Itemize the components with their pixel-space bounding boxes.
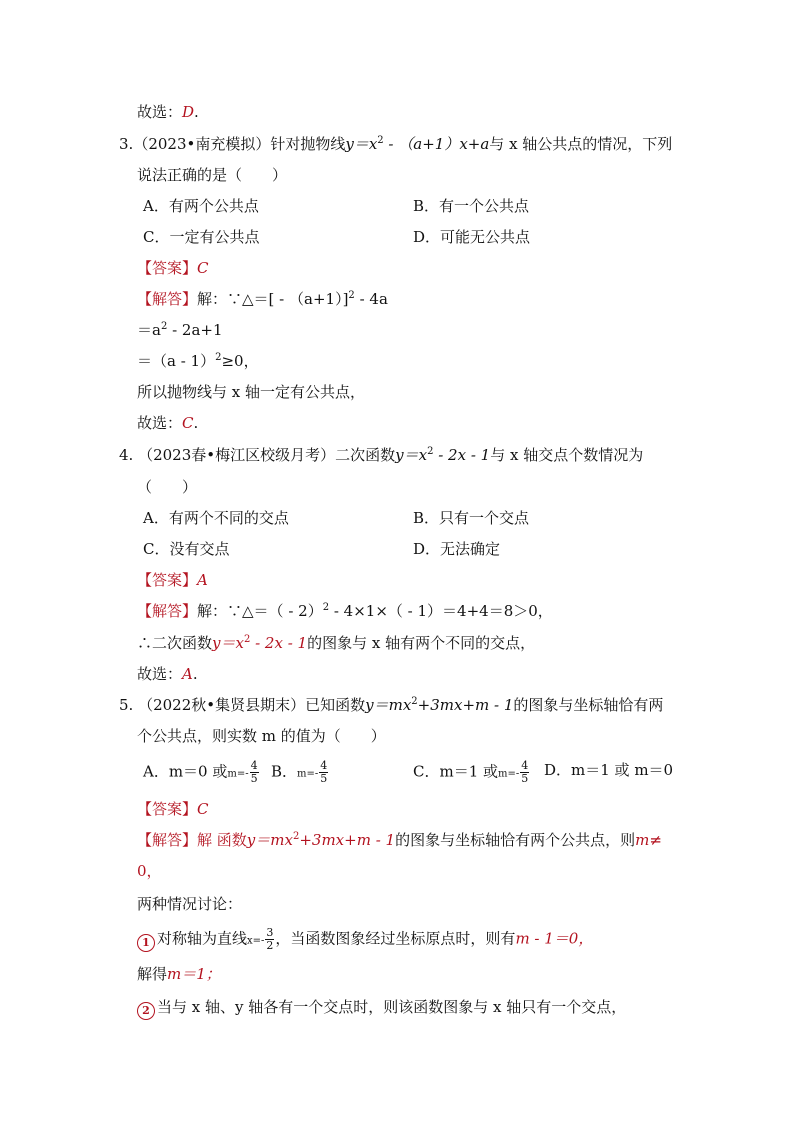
superscript: 2 xyxy=(292,831,300,842)
q3-solution-3 xyxy=(137,351,259,371)
text: 当与 x 轴、y 轴各有一个交点时，则该函数图象与 x 轴只有一个交点， xyxy=(157,998,627,1016)
option-text: C．m＝1 或 xyxy=(413,762,499,781)
superscript: 2 xyxy=(160,321,168,332)
q4-final-choice xyxy=(137,664,198,684)
q3-solution-4 xyxy=(137,382,365,402)
answer-letter: A xyxy=(182,665,193,683)
formula: - 2x - 1 xyxy=(250,634,308,652)
q3-stem xyxy=(119,134,672,154)
q5-solution-2 xyxy=(137,861,162,881)
text: . xyxy=(192,665,198,683)
q4-option-b xyxy=(413,508,529,528)
formula: - 2x - 1 xyxy=(433,446,491,464)
formula: +3mx+m - 1 xyxy=(417,696,514,714)
text: 故选： xyxy=(137,414,183,432)
text: 两种情况讨论： xyxy=(137,895,243,913)
answer-letter: A xyxy=(197,571,208,589)
answer-label: 【答案】 xyxy=(137,800,198,818)
q5-solution-3 xyxy=(137,894,242,914)
option-text: D．可能无公共点 xyxy=(413,228,531,246)
superscript: 2 xyxy=(411,696,418,707)
formula: m=- xyxy=(297,768,319,780)
q3-final-choice xyxy=(137,413,198,433)
text: - 4×1×（ - 1）＝4+4＝8＞0， xyxy=(329,602,553,620)
option-text: C．没有交点 xyxy=(143,540,230,558)
q4-option-c xyxy=(143,539,229,559)
formula: +3mx+m - 1 xyxy=(299,831,396,849)
denominator: 5 xyxy=(521,772,529,785)
text: （2022秋•集贤县期末）已知函数 xyxy=(138,696,366,714)
formula: y＝x xyxy=(212,634,244,652)
superscript: 2 xyxy=(322,602,330,613)
option-text: A．有两个不同的交点 xyxy=(143,509,289,527)
fraction xyxy=(520,760,529,785)
text: 的图象与坐标轴恰有两 xyxy=(513,696,664,714)
q3-solution-2 xyxy=(137,320,223,340)
text: 解得 xyxy=(137,965,168,983)
text: - 4a xyxy=(354,290,388,308)
numerator: 4 xyxy=(521,759,529,772)
solution-label: 【解答】 xyxy=(137,831,198,849)
superscript: 2 xyxy=(377,135,384,146)
text: 故选： xyxy=(137,103,183,121)
formula: m≠ xyxy=(635,831,662,849)
text: （2023春•梅江区校级月考）二次函数 xyxy=(138,446,396,464)
numerator: 4 xyxy=(250,759,258,772)
question-number: 4. xyxy=(119,446,134,464)
text: . xyxy=(193,414,199,432)
text: 0， xyxy=(137,862,162,880)
text: ∴二次函数 xyxy=(137,634,213,652)
q3-solution-1 xyxy=(137,289,388,309)
numerator: 3 xyxy=(266,926,274,939)
answer-letter: C xyxy=(197,259,209,277)
q4-solution-2 xyxy=(137,633,535,653)
superscript: 2 xyxy=(427,446,434,457)
q3-option-a xyxy=(143,196,259,216)
q5-stem-cont xyxy=(137,726,386,746)
text: 说法正确的是（ ） xyxy=(137,166,288,184)
answer-label: 【答案】 xyxy=(137,571,198,589)
formula: y＝x xyxy=(345,135,378,153)
numerator: 4 xyxy=(320,759,328,772)
fraction xyxy=(265,927,274,952)
line-final-choice-q2 xyxy=(137,102,199,122)
answer-letter: C xyxy=(182,414,194,432)
circled-number-one: 1 xyxy=(137,934,155,952)
text: - 2a+1 xyxy=(167,321,223,339)
text: ≥0， xyxy=(221,352,259,370)
formula: m=- xyxy=(227,768,249,780)
option-text: A．m＝0 或 xyxy=(143,762,228,781)
q3-option-d xyxy=(413,227,530,247)
superscript: 2 xyxy=(215,352,222,363)
superscript: 2 xyxy=(243,634,251,645)
answer-letter: C xyxy=(197,800,209,818)
q4-stem-cont xyxy=(137,477,197,497)
text: （ ） xyxy=(137,478,198,496)
q3-option-c xyxy=(143,227,259,247)
q5-solution-5 xyxy=(137,964,221,984)
q4-solution-1 xyxy=(137,601,553,621)
answer-letter: D xyxy=(182,103,195,121)
option-text: D．m＝1 或 m＝0 xyxy=(544,761,674,779)
circled-number-two: 2 xyxy=(137,1002,155,1020)
text: 与 x 轴交点个数情况为 xyxy=(490,446,644,464)
q4-option-a xyxy=(143,508,289,528)
q4-answer xyxy=(137,570,208,590)
denominator: 5 xyxy=(250,772,258,785)
formula: y＝mx xyxy=(365,696,412,714)
answer-label: 【答案】 xyxy=(137,259,198,277)
solution-label: 【解答】 xyxy=(137,290,198,308)
formula: m - 1＝0， xyxy=(515,929,594,948)
text: ，当函数图象经过坐标原点时，则有 xyxy=(275,929,516,948)
option-text: B．只有一个交点 xyxy=(413,509,530,527)
text: 个公共点，则实数 m 的值为（ ） xyxy=(137,727,386,745)
q4-stem xyxy=(119,445,643,465)
q5-solution-1 xyxy=(137,830,662,850)
q3-answer xyxy=(137,258,209,278)
formula: x=- xyxy=(247,935,265,947)
q3-stem-cont xyxy=(137,165,287,185)
fraction xyxy=(319,760,328,785)
solution-label: 【解答】 xyxy=(137,602,198,620)
text: ＝（a - 1） xyxy=(137,352,216,370)
text: 解：∵△＝[ - （a+1）] xyxy=(197,290,349,308)
question-number: 3. xyxy=(119,135,134,153)
formula: y＝x xyxy=(395,446,428,464)
q5-stem xyxy=(119,695,663,715)
superscript: 2 xyxy=(348,290,355,301)
text: 解 函数 xyxy=(197,831,247,849)
q3-option-b xyxy=(413,196,529,216)
q5-option-a xyxy=(143,760,260,785)
option-text: B． xyxy=(271,762,298,781)
text: 故选： xyxy=(137,665,183,683)
option-text: B．有一个公共点 xyxy=(413,197,530,215)
option-text: A．有两个公共点 xyxy=(143,197,259,215)
text: 解：∵△＝（ - 2） xyxy=(197,602,323,620)
text: 所以抛物线与 x 轴一定有公共点， xyxy=(137,383,365,401)
denominator: 5 xyxy=(320,772,328,785)
question-number: 5. xyxy=(119,696,134,714)
text: 与 x 轴公共点的情况，下列 xyxy=(489,135,673,153)
text: （2023•南充模拟）针对抛物线 xyxy=(133,135,346,153)
text: 的图象与坐标轴恰有两个公共点，则 xyxy=(395,831,636,849)
q5-option-d xyxy=(544,760,673,780)
option-text: D．无法确定 xyxy=(413,540,501,558)
text: . xyxy=(194,103,199,121)
formula: y＝mx xyxy=(246,831,293,849)
q5-solution-4 xyxy=(137,927,593,952)
text: 的图象与 x 轴有两个不同的交点， xyxy=(307,634,536,652)
q5-option-b xyxy=(271,760,329,785)
text: ＝a xyxy=(137,321,161,339)
formula: m=- xyxy=(498,768,520,780)
fraction xyxy=(250,760,259,785)
denominator: 2 xyxy=(266,939,274,952)
formula: - （a+1）x+a xyxy=(383,135,490,153)
q5-solution-6 xyxy=(137,997,626,1020)
option-text: C．一定有公共点 xyxy=(143,228,260,246)
q5-answer xyxy=(137,799,209,819)
text: 对称轴为直线 xyxy=(157,929,248,948)
q4-option-d xyxy=(413,539,500,559)
q5-option-c xyxy=(413,760,530,785)
formula: m＝1； xyxy=(167,965,221,983)
